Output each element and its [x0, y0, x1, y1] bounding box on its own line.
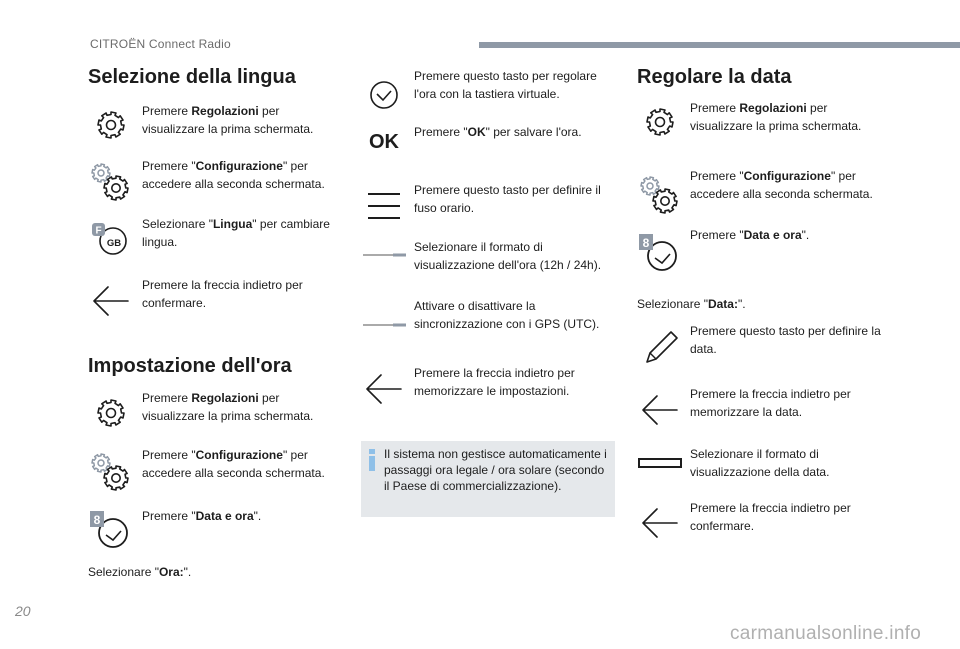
- ok-icon: [359, 118, 409, 164]
- step-text: Attivare o disattivare la sincronizzazione con i GPS (UTC).: [414, 299, 600, 331]
- step-text: Selezionare "Lingua" per cambiare lingua.: [142, 217, 330, 249]
- step-text: Premere Regolazioni per visualizzare la prima schermata.: [142, 104, 314, 136]
- step-text: Premere "Configurazione" per accedere alla seconda schermata.: [142, 448, 325, 480]
- step-text: Premere la freccia indietro per memorizzare la data.: [690, 387, 851, 419]
- step-text: Premere "OK" per salvare l'ora.: [414, 125, 582, 139]
- section-title-date: Regolare la data: [637, 66, 792, 88]
- step-text: Premere la freccia indietro per memorizzare le impostazioni.: [414, 366, 575, 398]
- step-text: Premere la freccia indietro per confermare.: [690, 501, 851, 533]
- clock-icon: [86, 507, 136, 553]
- section-title-language: Selezione della lingua: [88, 66, 296, 88]
- clock-badge: 8: [642, 236, 650, 250]
- step-text: Premere "Configurazione" per accedere alla seconda schermata.: [142, 159, 325, 191]
- double-gear-icon: [635, 172, 685, 218]
- gear-icon: [86, 390, 136, 436]
- header-title: CITROËN Connect Radio: [90, 37, 231, 51]
- step-text: Premere questo tasto per definire la data.: [690, 324, 881, 356]
- step-text: Premere Regolazioni per visualizzare la prima schermata.: [690, 101, 862, 133]
- language-flag-icon: [86, 215, 136, 261]
- gear-icon: [635, 99, 685, 145]
- select-label: Selezionare "Data:".: [637, 297, 746, 311]
- step-text: Premere Regolazioni per visualizzare la prima schermata.: [142, 391, 314, 423]
- select-label: Selezionare "Ora:".: [88, 565, 192, 579]
- format-bar-icon: [635, 440, 685, 486]
- back-arrow-icon: [359, 366, 409, 412]
- toggle-line-icon: [359, 302, 409, 348]
- step-text: Selezionare il formato di visualizzazione della data.: [690, 447, 830, 479]
- double-gear-icon: [86, 159, 136, 205]
- step-text: Selezionare il formato di visualizzazione dell'ora (12h / 24h).: [414, 240, 602, 272]
- pencil-icon: [635, 323, 685, 369]
- flag-letter-bottom: GB: [106, 238, 122, 249]
- step-text: Premere "Data e ora".: [690, 228, 810, 242]
- back-arrow-icon: [86, 278, 136, 324]
- clock-badge: 8: [93, 513, 101, 527]
- page-number: 20: [15, 603, 31, 619]
- back-arrow-icon: [635, 387, 685, 433]
- step-text: Premere questo tasto per definire il fuso orario.: [414, 183, 601, 215]
- info-icon: [368, 449, 376, 471]
- step-text: Premere "Data e ora".: [142, 509, 262, 523]
- step-text: Premere questo tasto per regolare l'ora con la tastiera virtuale.: [414, 69, 597, 101]
- menu-icon: [359, 183, 409, 229]
- watermark: carmanualsonline.info: [730, 623, 922, 644]
- info-box: [361, 441, 615, 517]
- double-gear-icon: [86, 449, 136, 495]
- clock-icon: [635, 230, 685, 276]
- ok-icon-label: OK: [369, 131, 399, 153]
- flag-letter-top: F: [95, 225, 102, 237]
- step-text: Premere "Configurazione" per accedere alla seconda schermata.: [690, 169, 873, 201]
- step-text: Premere la freccia indietro per confermare.: [142, 278, 303, 310]
- back-arrow-icon: [635, 500, 685, 546]
- info-text: Il sistema non gestisce automaticamente i passaggi ora legale / ora solare (secondo il Paese di commercializzazione).: [384, 447, 607, 493]
- header-bar: [479, 42, 960, 48]
- toggle-line-icon: [359, 232, 409, 278]
- gear-icon: [86, 102, 136, 148]
- check-circle-icon: [359, 72, 409, 118]
- section-title-time: Impostazione dell'ora: [88, 355, 292, 377]
